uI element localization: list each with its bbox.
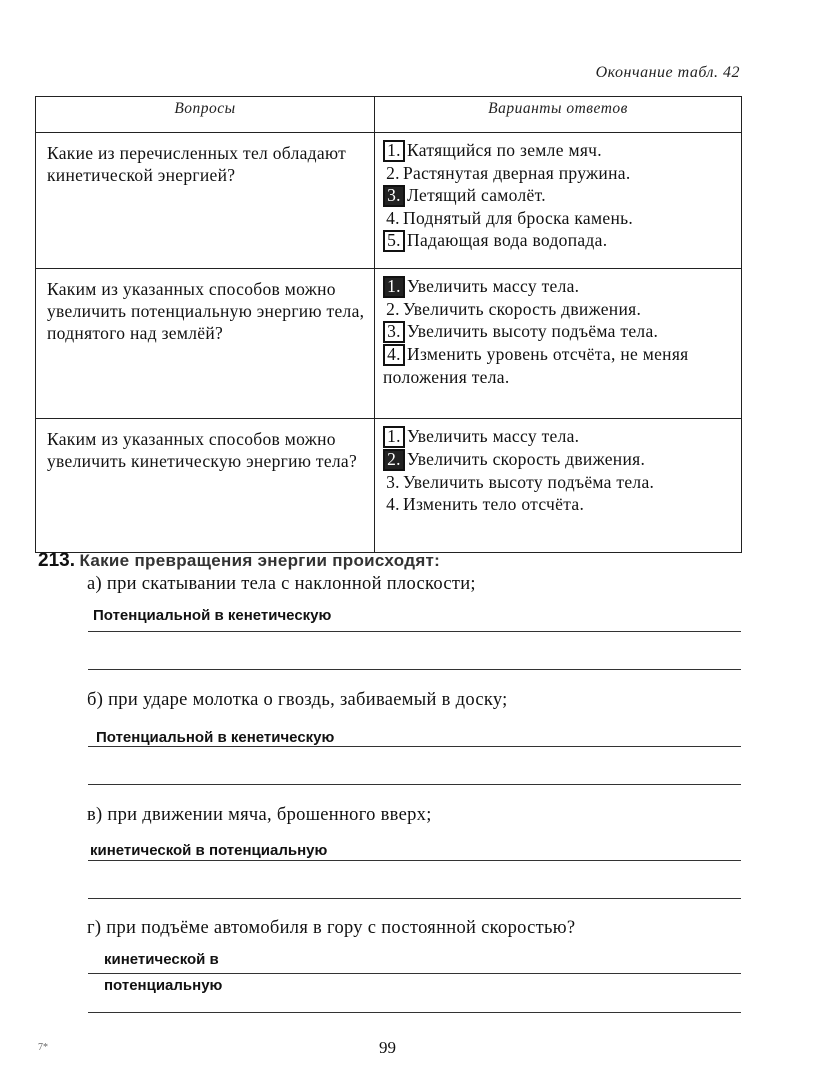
option-item[interactable] xyxy=(383,493,737,515)
header-answers: Варианты ответов xyxy=(375,97,742,133)
answer-line xyxy=(88,860,741,861)
option-text: Увеличить высоту подъёма тела. xyxy=(407,321,659,341)
option-number: 1. xyxy=(383,276,405,298)
option-number: 1. xyxy=(383,140,405,162)
subquestion-a: а) при скатывании тела с наклонной плоскости; xyxy=(87,574,476,594)
answer-c[interactable]: кинетической в потенциальную xyxy=(90,842,328,859)
answer-line xyxy=(88,784,741,785)
option-text: Падающая вода водопада. xyxy=(407,230,608,250)
option-item[interactable] xyxy=(383,448,737,471)
option-text: Увеличить скорость движения. xyxy=(403,299,642,319)
option-number: 1. xyxy=(383,426,405,448)
question-cell: Каким из указанных способов можно увеличить потенциальную энергию тела, поднятого над землёй? xyxy=(36,269,375,419)
table-row xyxy=(36,419,742,553)
question-cell: Каким из указанных способов можно увеличить кинетическую энергию тела? xyxy=(36,419,375,553)
option-item[interactable] xyxy=(383,162,737,184)
option-text: Увеличить массу тела. xyxy=(407,426,580,446)
option-number: 3. xyxy=(383,321,405,343)
header-questions: Вопросы xyxy=(36,97,375,133)
subquestion-c: в) при движении мяча, брошенного вверх; xyxy=(87,805,432,825)
option-number: 2. xyxy=(383,449,405,471)
option-item[interactable] xyxy=(383,343,737,388)
option-item[interactable] xyxy=(383,298,737,320)
option-item[interactable] xyxy=(383,229,737,252)
option-text: Увеличить высоту подъёма тела. xyxy=(403,472,655,492)
answer-line xyxy=(88,1012,741,1013)
option-text: Увеличить массу тела. xyxy=(407,276,580,296)
answer-line xyxy=(88,669,741,670)
corner-mark: 7* xyxy=(38,1042,48,1053)
option-item[interactable] xyxy=(383,275,737,298)
task-text: Какие превращения энергии происходят: xyxy=(79,551,441,570)
table-row xyxy=(36,133,742,269)
option-text: Изменить уровень отсчёта, не меняя положения тела. xyxy=(383,344,689,387)
option-item[interactable] xyxy=(383,184,737,207)
table-caption: Окончание табл. 42 xyxy=(595,64,740,81)
option-text: Увеличить скорость движения. xyxy=(407,449,646,469)
answer-line xyxy=(88,898,741,899)
options-cell xyxy=(375,269,742,419)
options-cell xyxy=(375,133,742,269)
option-text: Поднятый для броска камень. xyxy=(403,208,634,228)
table-row xyxy=(36,269,742,419)
option-text: Летящий самолёт. xyxy=(407,185,546,205)
option-number: 5. xyxy=(383,230,405,252)
answer-line xyxy=(88,746,741,747)
answer-d-line2[interactable]: потенциальную xyxy=(104,977,223,994)
option-item[interactable] xyxy=(383,320,737,343)
option-text: Катящийся по земле мяч. xyxy=(407,140,602,160)
option-number: 4. xyxy=(383,344,405,366)
option-item[interactable] xyxy=(383,471,737,493)
task-heading xyxy=(38,550,440,572)
subquestion-b: б) при ударе молотка о гвоздь, забиваемый в доску; xyxy=(87,690,508,710)
questions-table xyxy=(35,96,742,553)
option-number: 4. xyxy=(386,208,400,228)
answer-a[interactable]: Потенциальной в кенетическую xyxy=(93,607,332,624)
option-number: 3. xyxy=(383,185,405,207)
option-text: Изменить тело отсчёта. xyxy=(403,494,585,514)
option-text: Растянутая дверная пружина. xyxy=(403,163,631,183)
option-item[interactable] xyxy=(383,425,737,448)
answer-line xyxy=(88,631,741,632)
answer-line xyxy=(88,973,741,974)
page-number: 99 xyxy=(379,1038,396,1057)
options-cell xyxy=(375,419,742,553)
answer-d-line1[interactable]: кинетической в xyxy=(104,951,219,968)
option-item[interactable] xyxy=(383,139,737,162)
option-item[interactable] xyxy=(383,207,737,229)
option-number: 2. xyxy=(386,163,400,183)
option-number: 4. xyxy=(386,494,400,514)
subquestion-d: г) при подъёме автомобиля в гору с постоянной скоростью? xyxy=(87,918,576,938)
option-number: 3. xyxy=(386,472,400,492)
answer-b[interactable]: Потенциальной в кенетическую xyxy=(96,729,335,746)
option-number: 2. xyxy=(386,299,400,319)
question-cell: Какие из перечисленных тел обладают кинетической энергией? xyxy=(36,133,375,269)
task-number: 213. xyxy=(38,550,75,571)
